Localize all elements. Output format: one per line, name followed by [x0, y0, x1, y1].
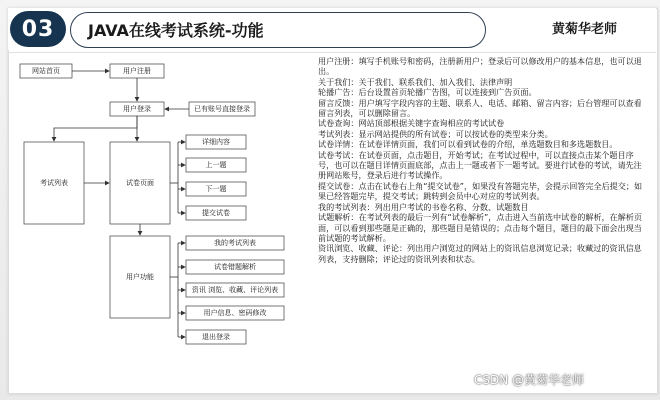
- arrow-login-examlist: [54, 116, 137, 141]
- desc-paragraph: 我的考试列表：列出用户考试的书卷名称、分数、试题数目: [318, 201, 529, 212]
- desc-paragraph: 留言反馈：用户填写字段内容的主题、联系人、电话、邮箱、留言内容；后台管理可以查看留言列表，可以删除留言。: [318, 97, 642, 119]
- desc-paragraph: 用户注册：填写手机账号和密码，注册新用户；登录后可以修改用户的基本信息，也可以退出。: [318, 56, 642, 77]
- desc-paragraph: 关于我们：关于我们、联系我们、加入我们、法律声明: [318, 76, 513, 87]
- feature-description: [318, 56, 648, 264]
- label-user-info: 用户信息、密码修改: [203, 309, 267, 317]
- label-user-functions: 用户功能: [126, 273, 154, 281]
- label-user-register: 用户注册: [123, 67, 151, 75]
- desc-paragraph: 资讯浏览、收藏、评论：列出用户浏览过的网站上的资讯信息浏览记录；收藏过的资讯信息列表，支持删除；评论过的资讯列表和状态。: [318, 243, 642, 264]
- label-logout: 退出登录: [202, 333, 230, 341]
- slide-title: JAVA在线考试系统-功能: [88, 21, 264, 40]
- author-name: 黄菊华老师: [552, 22, 618, 37]
- label-wrong-analysis: 试卷错题解析: [214, 263, 256, 271]
- desc-paragraph: 试题解析：在考试列表的最后一列有“试卷解析”，点击进入当前选中试卷的解析，在解析页面，可以看到那些题是正确的，那些题目是错误的；点击每个题目，题目的最下面会出现当前试题的考试解析。: [318, 212, 643, 243]
- section-number-badge: 03: [10, 11, 66, 47]
- csdn-watermark: CSDN @黄菊华老师: [474, 373, 585, 387]
- label-exam-page: 试卷页面: [126, 179, 154, 187]
- desc-paragraph: 试卷考试：在试卷页面，点击题目，开始考试；在考试过程中，可以直接点击某个题目序号，也可以在题目详情页面底部，点击上一题或者下一题考试。要进行试卷的考试，请先注册网站账号，登录后进行考试操作。: [318, 149, 642, 181]
- label-user-login: 用户登录: [123, 105, 151, 113]
- label-next-question: 下一题: [205, 185, 227, 193]
- desc-paragraph: 试卷查询：网站顶部根据关键字查询相应的考试试卷: [318, 118, 505, 129]
- label-has-account: 已有账号直接登录: [194, 105, 250, 113]
- label-submit-paper: 提交试卷: [202, 209, 230, 217]
- desc-paragraph: 考试列表：显示网站提供的所有试卷；可以按试卷的类型来分类。: [318, 128, 553, 139]
- label-site-home: 网站首页: [32, 67, 60, 75]
- label-detail-content: 详细内容: [202, 138, 230, 146]
- desc-paragraph: 试卷详情：在试卷详情页面，我们可以看到试卷的介绍，单选题数目和多选题数目。: [318, 139, 618, 150]
- label-exam-list: 考试列表: [40, 179, 68, 187]
- label-my-exam-list: 我的考试列表: [214, 239, 256, 247]
- desc-paragraph: 轮播广告：后台设置首页轮播广告图，可以连接到广告页面。: [318, 87, 537, 98]
- label-prev-question: 上一题: [205, 161, 227, 169]
- desc-paragraph: 提交试卷：点击在试卷右上角“提交试卷”，如果没有答题完毕，会提示回答完全后提交；如果已经答题完毕，提交考试；跳转到会员中心对应的考试列表。: [318, 180, 643, 202]
- label-news-features: 资讯 浏览、收藏、评论列表: [191, 286, 279, 294]
